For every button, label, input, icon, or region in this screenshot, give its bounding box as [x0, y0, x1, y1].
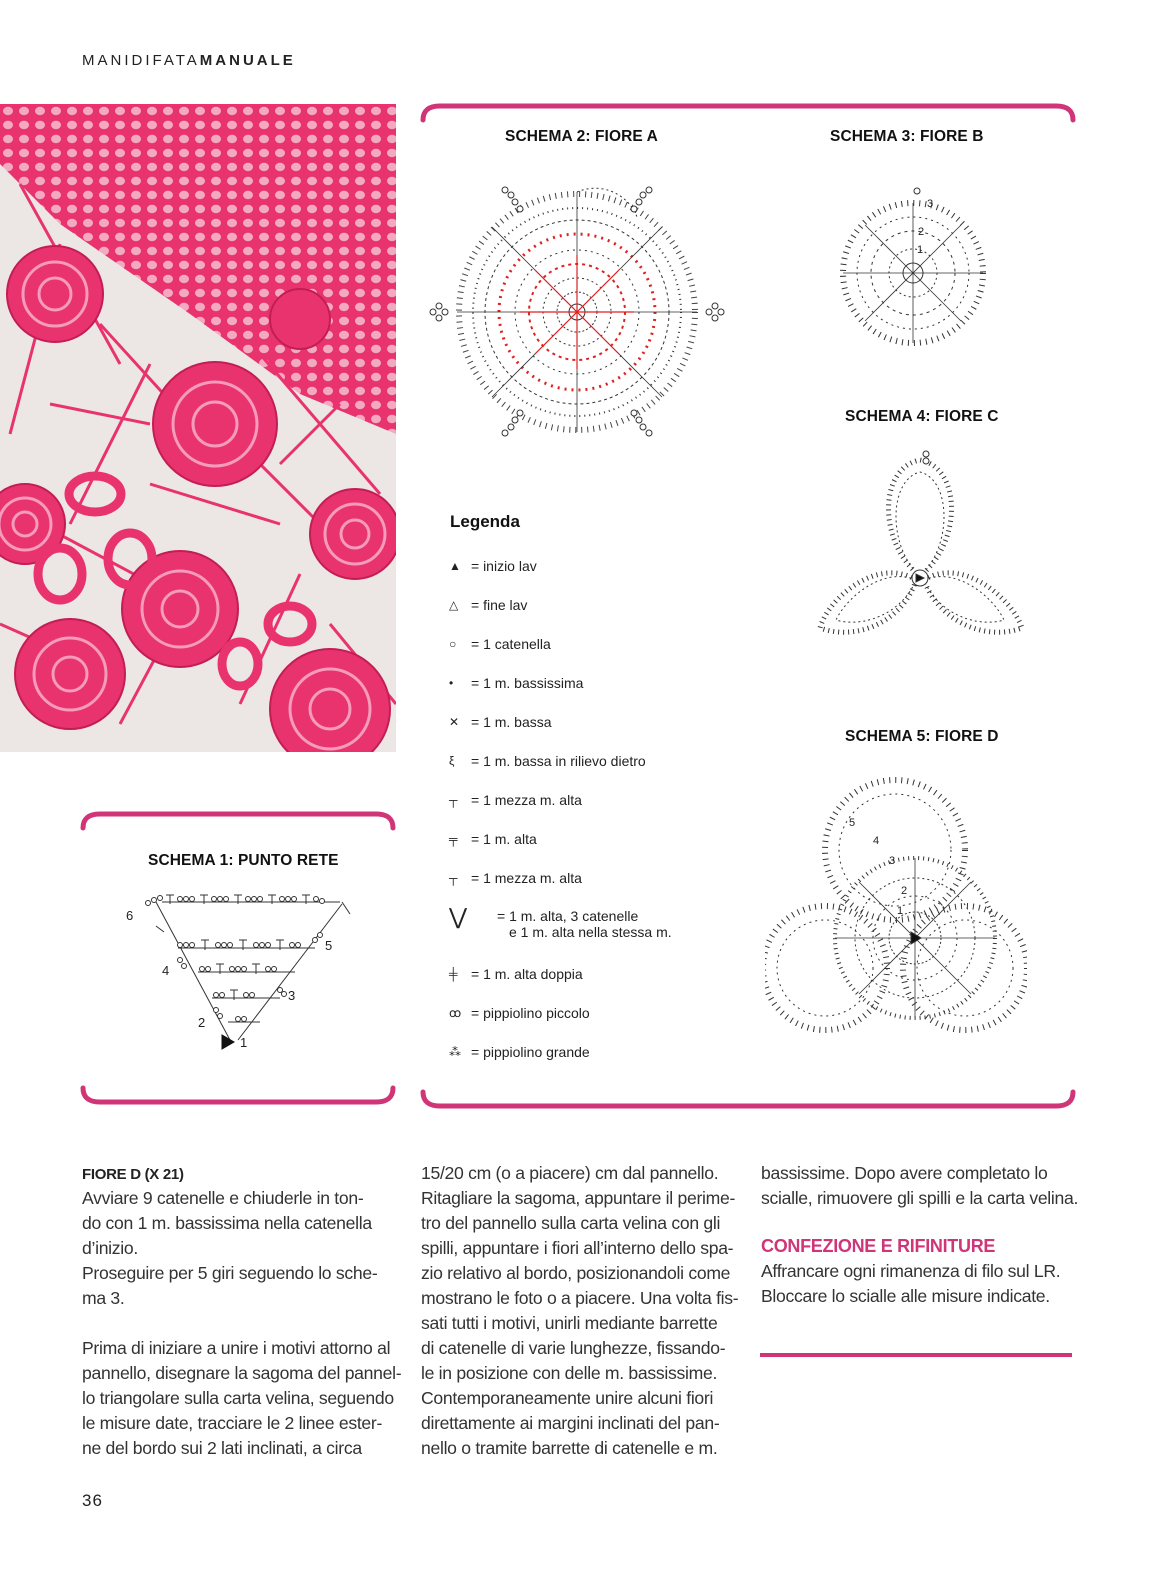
- schema1-row-1: 1: [240, 1035, 248, 1050]
- dot-icon: •: [449, 676, 454, 690]
- schema2-diagram: [425, 175, 730, 450]
- schema1-row-5: 5: [325, 938, 333, 953]
- paragraph-line: d’inizio.: [82, 1238, 138, 1258]
- t-stitch-icon: ┬: [449, 793, 458, 807]
- legend-title: Legenda: [450, 512, 520, 531]
- paragraph-line: nello o tramite barrette di catenelle e m.: [421, 1438, 718, 1458]
- schema1-row-3: 3: [288, 988, 296, 1003]
- large-picot-icon: ⁂: [449, 1045, 461, 1059]
- schema1-row-2: 2: [198, 1015, 206, 1030]
- brand-light: MANIDIFATA: [82, 52, 200, 69]
- paragraph-line: Proseguire per 5 giri seguendo lo sche-: [82, 1263, 378, 1283]
- section-end-rule: [758, 1350, 1076, 1360]
- treble-stitch-icon: ╪: [449, 967, 458, 981]
- paragraph-line: bassissime. Dopo avere completato lo: [761, 1163, 1048, 1183]
- magazine-header: [82, 52, 296, 69]
- section-heading-fiore-d: FIORE D (X 21): [82, 1166, 184, 1183]
- legend-v-stitch: ⋁ = 1 m. alta, 3 catenelle e 1 m. alta nella stessa m.: [449, 904, 672, 940]
- paragraph-line: pannello, disegnare la sagoma del pannel-: [82, 1363, 402, 1383]
- legend-large-picot: ⁂ = pippiolino grande: [449, 1044, 590, 1060]
- paragraph-line: tro del pannello sulla carta velina con gli: [421, 1213, 721, 1233]
- svg-text:3: 3: [889, 855, 896, 867]
- t-stitch-icon: ┬: [449, 871, 458, 885]
- paragraph-line: zio relativo al bordo, posizionandoli come: [421, 1263, 731, 1283]
- text-column-2: [421, 1161, 743, 1461]
- paragraph-line: le in posizione con delle m. bassissime.: [421, 1363, 718, 1383]
- schema1-title: SCHEMA 1: PUNTO RETE: [148, 852, 339, 869]
- paragraph-line: ne del bordo sui 2 lati inclinati, a circa: [82, 1438, 362, 1458]
- triangle-outline-icon: △: [449, 598, 459, 612]
- svg-text:4: 4: [873, 835, 880, 847]
- legend-slip-stitch: • = 1 m. bassissima: [449, 675, 584, 691]
- text-column-1: [82, 1164, 402, 1461]
- schema5-diagram: [765, 768, 1027, 1068]
- schema3-diagram: [825, 183, 995, 358]
- paragraph-line: Contemporaneamente unire alcuni fiori: [421, 1388, 714, 1408]
- paragraph-line: do con 1 m. bassissima nella catenella: [82, 1213, 372, 1233]
- svg-text:5: 5: [849, 817, 856, 829]
- paragraph-line: spilli, appuntare i fiori all’interno dello spa-: [421, 1238, 734, 1258]
- svg-text:1: 1: [897, 905, 904, 917]
- svg-text:1: 1: [917, 244, 924, 256]
- shawl-photo-illustration: [0, 104, 396, 752]
- schema3-title: SCHEMA 3: FIORE B: [830, 128, 984, 145]
- legend-end: △ = fine lav: [449, 597, 528, 613]
- paragraph-line: le misure date, tracciare le 2 linee ester-: [82, 1413, 383, 1433]
- page-number: 36: [82, 1491, 103, 1510]
- paragraph-line: Ritagliare la sagoma, appuntare il perime-: [421, 1188, 736, 1208]
- legend-double: ╤ = 1 m. alta: [449, 831, 537, 847]
- schema4-diagram: [808, 448, 1038, 643]
- shawl-photo: [0, 104, 396, 752]
- legend-half-double-2: ┬ = 1 mezza m. alta: [449, 870, 582, 886]
- paragraph-line: scialle, rimuovere gli spilli e la carta velina.: [761, 1188, 1079, 1208]
- svg-text:2: 2: [918, 226, 925, 238]
- legend-single-crochet: ✕ = 1 m. bassa: [449, 714, 552, 730]
- legend-half-double: ┬ = 1 mezza m. alta: [449, 792, 582, 808]
- schema1-row-4: 4: [162, 963, 170, 978]
- legend-small-picot: ꝏ = pippiolino piccolo: [449, 1005, 590, 1021]
- svg-text:2: 2: [901, 885, 908, 897]
- triangle-filled-icon: ▲: [449, 559, 461, 573]
- cross-icon: ✕: [449, 715, 460, 729]
- legend-treble: ╪ = 1 m. alta doppia: [449, 966, 583, 982]
- cross-hook-icon: ξ: [449, 754, 455, 768]
- schema5-title: SCHEMA 5: FIORE D: [845, 728, 999, 745]
- paragraph-line: mostrano le foto o a piacere. Una volta fis-: [421, 1288, 739, 1308]
- paragraph-line: ma 3.: [82, 1288, 125, 1308]
- paragraph-line: 15/20 cm (o a piacere) cm dal pannello.: [421, 1163, 719, 1183]
- svg-text:3: 3: [927, 198, 934, 210]
- legend-back-post: ξ = 1 m. bassa in rilievo dietro: [449, 753, 646, 769]
- paragraph-line: Prima di iniziare a unire i motivi attorno al: [82, 1338, 391, 1358]
- paragraph-line: direttamente ai margini inclinati del pan-: [421, 1413, 720, 1433]
- legend-chain: ○ = 1 catenella: [449, 636, 551, 652]
- schema2-title: SCHEMA 2: FIORE A: [505, 128, 658, 145]
- text-column-3: [761, 1161, 1079, 1309]
- paragraph-line: Avviare 9 catenelle e chiuderle in ton-: [82, 1188, 364, 1208]
- paragraph-line: Bloccare lo scialle alle misure indicate.: [761, 1286, 1050, 1306]
- small-picot-icon: ꝏ: [449, 1006, 462, 1020]
- double-stitch-icon: ╤: [449, 832, 458, 846]
- schema4-title: SCHEMA 4: FIORE C: [845, 408, 999, 425]
- paragraph-line: sati tutti i motivi, unirli mediante barrette: [421, 1313, 718, 1333]
- schema1-row-6: 6: [126, 908, 134, 923]
- schema1-diagram: [120, 890, 360, 1060]
- paragraph-line: di catenelle di varie lunghezze, fissando-: [421, 1338, 726, 1358]
- small-circle-icon: ○: [449, 637, 457, 651]
- section-heading-confezione: CONFEZIONE E RIFINITURE: [761, 1236, 996, 1256]
- legend-start: ▲ = inizio lav: [449, 558, 537, 574]
- paragraph-line: lo triangolare sulla carta velina, seguendo: [82, 1388, 394, 1408]
- v-stitch-icon: ⋁: [449, 904, 468, 929]
- paragraph-line: Affrancare ogni rimanenza di filo sul LR.: [761, 1261, 1061, 1281]
- brand-bold: MANUALE: [199, 52, 296, 69]
